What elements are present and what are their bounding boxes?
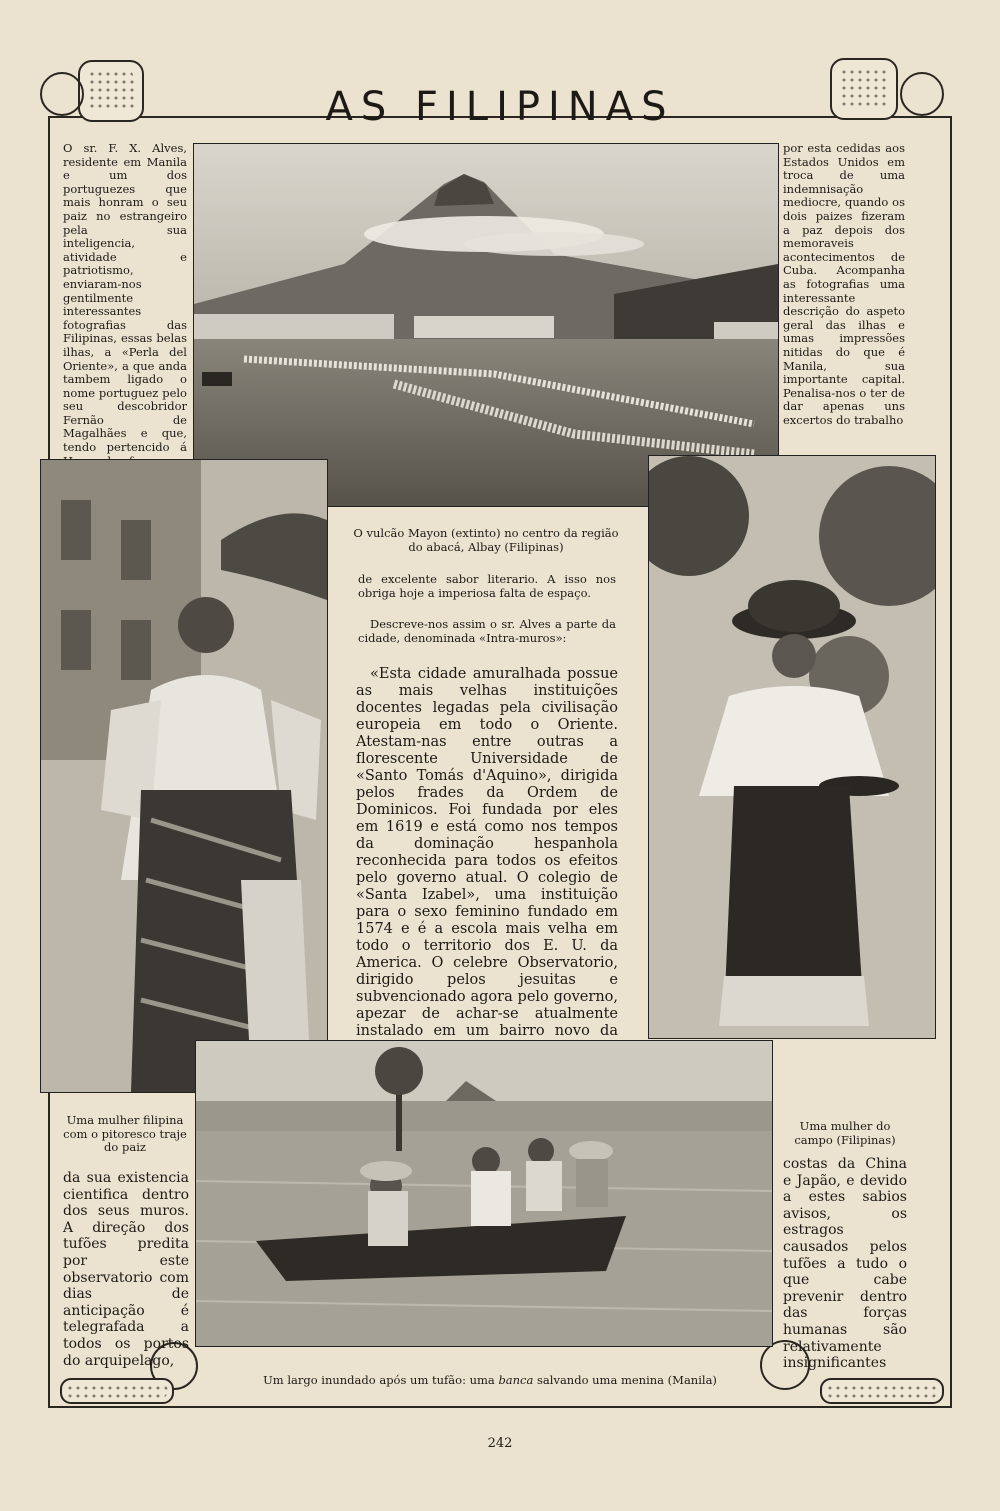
bottom-right-ornament xyxy=(820,1378,944,1404)
text-column-right-bottom: costas da China e Japão, e devido a estes sabios avisos, os estragos causados pelos tufões a tudo o que cabe prevenir dentro das forças humanas são relativamente insignificantes xyxy=(783,1156,907,1372)
top-left-scroll xyxy=(40,72,84,116)
page-title: AS FILIPINAS xyxy=(325,84,675,130)
right-frame-line xyxy=(950,116,952,1406)
photo-flooded-square xyxy=(195,1040,773,1347)
text-center-main: «Esta cidade amuralhada possue as mais velhas instituições docentes legadas pela civilisação europeia em todo o Oriente. Atestam-nas entre outras a florescente Universidade de «Santo Tomás d'Aquino», dirigida pelos frades da Ordem de Dominicos. Foi fundada por eles em 1619 e está como nos tempos da dominação hespanhola reconhecida para todos os efeitos pelo governo atual. O colegio de «Santa Izabel», uma instituição para o sexo feminino fundado em 1574 e é a escola mais velha em todo o territorio dos E. U. da America. O celebre Observatorio, dirigido pelos jesuitas e subvencionado agora pelo governo, apezar de achar-se atualmente instalado em um bairro novo da xyxy=(356,666,618,1039)
caption-flood-prefix: Um largo inundado após um tufão: uma xyxy=(263,1373,499,1387)
caption-woman-left: Uma mulher filipina com o pitoresco traje do paiz xyxy=(63,1113,187,1154)
caption-flood-italic: banca xyxy=(498,1373,534,1387)
mayon-illustration xyxy=(194,144,778,506)
text-center-intro-2: Descreve-nos assim o sr. Alves a parte da cidade, denominada «Intra-muros»: xyxy=(358,617,616,645)
top-left-ornament xyxy=(78,60,144,122)
text-column-left-bottom: da sua existencia cientifica dentro dos seus muros. A direção dos tufões predita por este observatorio com dias de anticipação é telegrafada a todos os portos do arquipelago, xyxy=(63,1170,189,1369)
bottom-left-ornament xyxy=(60,1378,174,1404)
caption-flood-suffix: salvando uma menina (Manila) xyxy=(533,1373,717,1387)
top-right-ornament xyxy=(830,58,898,120)
woman-right-illustration xyxy=(649,456,935,1038)
photo-woman-traditional-dress xyxy=(40,459,328,1093)
caption-mayon: O vulcão Mayon (extinto) no centro da região do abacá, Albay (Filipinas) xyxy=(353,526,619,554)
top-right-scroll xyxy=(900,72,944,116)
caption-flood xyxy=(240,1374,740,1388)
text-column-right-top: por esta cedidas aos Estados Unidos em troca de uma indemnisação mediocre, quando os dois paizes fizeram a paz depois dos memoraveis acontecimentos de Cuba. Acompanha as fotografias uma interessante descrição do aspeto geral das ilhas e umas impressões nitidas do que é Manila, sua importante capital. Penalisa-nos o ter de dar apenas uns excertos do trabalho xyxy=(783,141,905,427)
caption-woman-right: Uma mulher do campo (Filipinas) xyxy=(794,1119,896,1147)
text-column-left-top: O sr. F. X. Alves, residente em Manila e um dos portuguezes que mais honram o seu paiz no estrangeiro pela sua inteligencia, atividade e patriotismo, enviaram-nos gentilmente interessantes fotografias das Filipinas, essas belas ilhas, a «Perla del Oriente», a que anda tambem ligado o nome portuguez pelo seu descobridor Fernão de Magalhães e que, tendo pertencido á xyxy=(63,141,187,455)
text-center-intro: de excelente sabor literario. A isso nos obriga hoje a imperiosa falta de espaço. xyxy=(358,572,616,600)
bottom-frame-line xyxy=(48,1406,952,1408)
photo-mayon-volcano xyxy=(193,143,779,507)
page-number: 242 xyxy=(487,1436,513,1451)
flood-illustration xyxy=(196,1041,772,1346)
photo-countryside-woman xyxy=(648,455,936,1039)
woman-left-illustration xyxy=(41,460,327,1092)
